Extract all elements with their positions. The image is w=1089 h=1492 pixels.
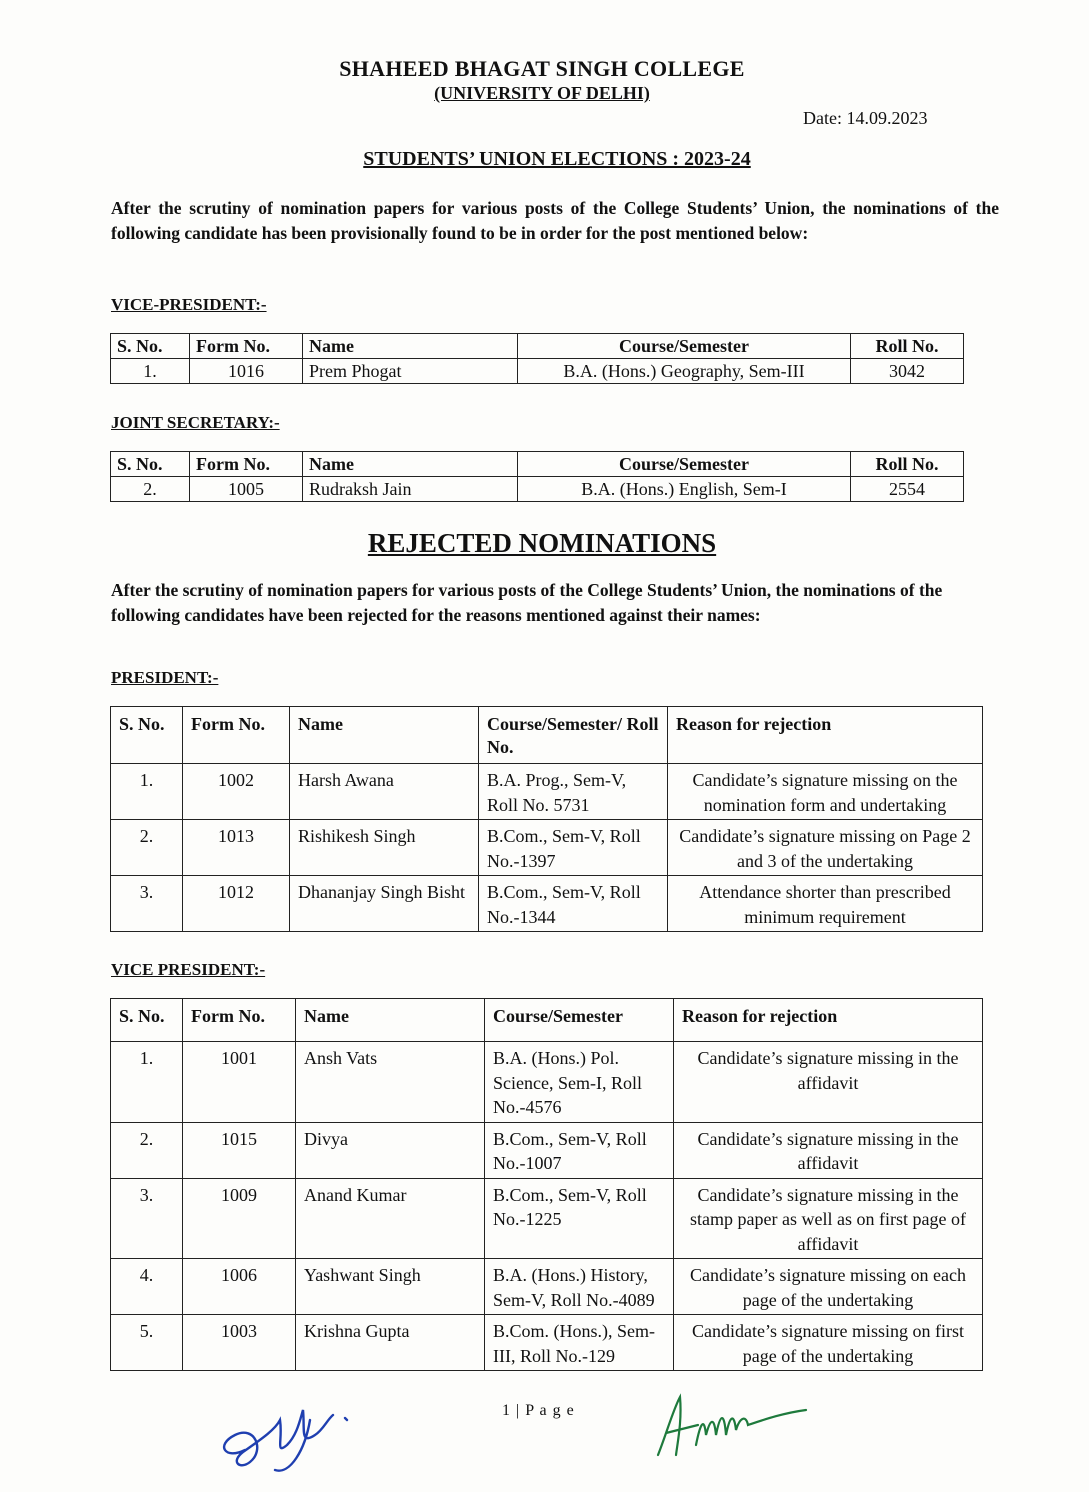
- header-form-no: Form No.: [183, 707, 290, 764]
- header-course: Course/Semester: [485, 999, 674, 1042]
- cell-course: B.Com., Sem-V, Roll No.-1225: [485, 1178, 674, 1259]
- table-row: [111, 1042, 983, 1123]
- cell-name: Prem Phogat: [303, 359, 518, 384]
- cell-form-no: 1006: [183, 1259, 296, 1315]
- header-name: Name: [303, 452, 518, 477]
- cell-name: Rishikesh Singh: [290, 820, 479, 876]
- rejected-title: REJECTED NOMINATIONS: [367, 528, 717, 558]
- university-name: (UNIVERSITY OF DELHI): [434, 83, 650, 103]
- header-sno: S. No.: [111, 334, 190, 359]
- cell-reason: Candidate’s signature missing on the nomination form and undertaking: [668, 764, 983, 820]
- table-header-row: [111, 452, 964, 477]
- header-sno: S. No.: [111, 707, 183, 764]
- cell-form-no: 1016: [190, 359, 303, 384]
- table-header-row: [111, 707, 983, 764]
- cell-form-no: 1015: [183, 1122, 296, 1178]
- cell-reason: Candidate’s signature missing on first page of the undertaking: [674, 1315, 983, 1371]
- cell-name: Yashwant Singh: [296, 1259, 485, 1315]
- cell-course: B.Com., Sem-V, Roll No.-1007: [485, 1122, 674, 1178]
- table-row: [111, 1315, 983, 1371]
- header-course: Course/Semester: [518, 452, 851, 477]
- table-row: [111, 764, 983, 820]
- election-title: STUDENTS’ UNION ELECTIONS : 2023-24: [363, 148, 751, 170]
- table-row: [111, 820, 983, 876]
- cell-name: Anand Kumar: [296, 1178, 485, 1259]
- cell-sno: 2.: [111, 1122, 183, 1178]
- cell-name: Krishna Gupta: [296, 1315, 485, 1371]
- cell-reason: Candidate’s signature missing in the stamp paper as well as on first page of affidavit: [674, 1178, 983, 1259]
- header-reason: Reason for rejection: [668, 707, 983, 764]
- cell-course: B.A. (Hons.) English, Sem-I: [518, 477, 851, 502]
- handwritten-signature-right: [648, 1385, 813, 1470]
- cell-course: B.A. (Hons.) History, Sem-V, Roll No.-4089: [485, 1259, 674, 1315]
- cell-reason: Candidate’s signature missing on Page 2 and 3 of the undertaking: [668, 820, 983, 876]
- header-form-no: Form No.: [190, 334, 303, 359]
- cell-form-no: 1001: [183, 1042, 296, 1123]
- cell-sno: 1.: [111, 359, 190, 384]
- cell-sno: 3.: [111, 1178, 183, 1259]
- section-heading-vice-president-rejected: VICE PRESIDENT:-: [111, 960, 266, 979]
- cell-sno: 2.: [111, 477, 190, 502]
- table-row: [111, 1178, 983, 1259]
- header-form-no: Form No.: [183, 999, 296, 1042]
- header-course: Course/Semester/ Roll No.: [479, 707, 668, 764]
- cell-reason: Attendance shorter than prescribed minimum requirement: [668, 876, 983, 932]
- cell-form-no: 1012: [183, 876, 290, 932]
- cell-course: B.Com., Sem-V, Roll No.-1344: [479, 876, 668, 932]
- table-header-row: [111, 334, 964, 359]
- cell-roll: 3042: [851, 359, 964, 384]
- section-heading-vice-president: VICE-PRESIDENT:-: [111, 295, 267, 314]
- cell-course: B.Com., Sem-V, Roll No.-1397: [479, 820, 668, 876]
- header-name: Name: [290, 707, 479, 764]
- cell-course: B.A. (Hons.) Pol. Science, Sem-I, Roll No.-4576: [485, 1042, 674, 1123]
- cell-form-no: 1009: [183, 1178, 296, 1259]
- accepted-intro-text: After the scrutiny of nomination papers for various posts of the College Students’ Union, the nominations of the following candidate has been provisionally found to be in order for the post mentioned below:: [111, 198, 999, 243]
- section-heading-president: PRESIDENT:-: [111, 668, 219, 687]
- accepted-vice-president-table: [110, 333, 964, 384]
- cell-name: Harsh Awana: [290, 764, 479, 820]
- header-form-no: Form No.: [190, 452, 303, 477]
- handwritten-signature-left: [205, 1390, 355, 1480]
- cell-course: B.A. (Hons.) Geography, Sem-III: [518, 359, 851, 384]
- table-row: [111, 359, 964, 384]
- header-roll: Roll No.: [851, 452, 964, 477]
- accepted-joint-secretary-table: [110, 451, 964, 502]
- page-number: 1 | P a g e: [502, 1402, 575, 1419]
- rejected-intro-text: After the scrutiny of nomination papers for various posts of the College Students’ Union, the nominations of the following candidates have been rejected for the reasons mentioned against their names:: [111, 580, 943, 625]
- notice-date: Date: 14.09.2023: [803, 108, 928, 128]
- cell-sno: 2.: [111, 820, 183, 876]
- header-course: Course/Semester: [518, 334, 851, 359]
- cell-form-no: 1003: [183, 1315, 296, 1371]
- cell-name: Dhananjay Singh Bisht: [290, 876, 479, 932]
- cell-sno: 5.: [111, 1315, 183, 1371]
- cell-name: Ansh Vats: [296, 1042, 485, 1123]
- cell-sno: 3.: [111, 876, 183, 932]
- header-sno: S. No.: [111, 999, 183, 1042]
- table-row: [111, 1259, 983, 1315]
- rejected-president-table: [110, 706, 983, 932]
- cell-form-no: 1005: [190, 477, 303, 502]
- cell-name: Divya: [296, 1122, 485, 1178]
- rejected-vice-president-table: [110, 998, 983, 1371]
- cell-reason: Candidate’s signature missing on each page of the undertaking: [674, 1259, 983, 1315]
- cell-reason: Candidate’s signature missing in the affidavit: [674, 1122, 983, 1178]
- cell-form-no: 1013: [183, 820, 290, 876]
- cell-name: Rudraksh Jain: [303, 477, 518, 502]
- cell-sno: 1.: [111, 1042, 183, 1123]
- cell-form-no: 1002: [183, 764, 290, 820]
- cell-sno: 4.: [111, 1259, 183, 1315]
- cell-roll: 2554: [851, 477, 964, 502]
- cell-sno: 1.: [111, 764, 183, 820]
- cell-course: B.A. Prog., Sem-V, Roll No. 5731: [479, 764, 668, 820]
- college-name: SHAHEED BHAGAT SINGH COLLEGE: [339, 56, 745, 81]
- header-roll: Roll No.: [851, 334, 964, 359]
- table-row: [111, 477, 964, 502]
- cell-course: B.Com. (Hons.), Sem-III, Roll No.-129: [485, 1315, 674, 1371]
- section-heading-joint-secretary: JOINT SECRETARY:-: [111, 413, 280, 432]
- header-sno: S. No.: [111, 452, 190, 477]
- table-row: [111, 876, 983, 932]
- header-reason: Reason for rejection: [674, 999, 983, 1042]
- table-row: [111, 1122, 983, 1178]
- cell-reason: Candidate’s signature missing in the affidavit: [674, 1042, 983, 1123]
- header-name: Name: [296, 999, 485, 1042]
- header-name: Name: [303, 334, 518, 359]
- table-header-row: [111, 999, 983, 1042]
